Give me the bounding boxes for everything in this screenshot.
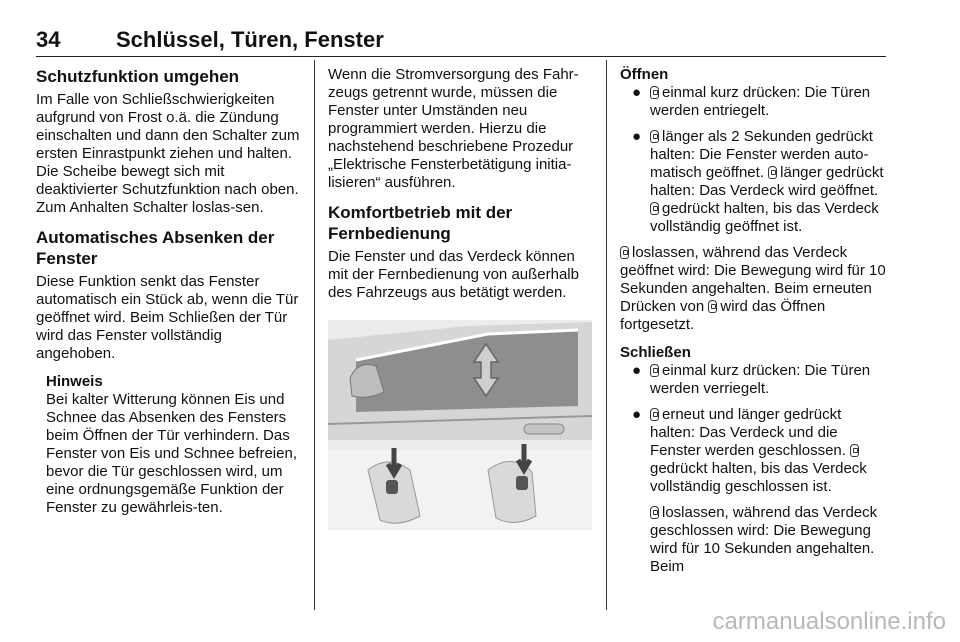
note-box: [36, 373, 300, 517]
close-item-text: erneut und länger gedrückt halten: Das Verdeck und die Fenster werden geschlossen.: [650, 406, 846, 459]
list-item: [620, 128, 886, 236]
paragraph-open-release: [620, 244, 886, 334]
paragraph-bypass: Im Falle von Schließschwierigkeiten aufgrund von Frost o.ä. die Zündung einschalten und dann den Schalter zum ersten Einrastpunkt ziehen und halten. Die Scheibe bewegt sich mit deaktivierter Schutzfunktion nach oben. Zum Anhalten Schalter loslas-sen.: [36, 91, 300, 216]
note-title: Hinweis: [46, 373, 103, 390]
unlock-key-icon: [708, 300, 717, 313]
unlock-key-icon: [650, 86, 659, 99]
column-1: [36, 66, 300, 517]
bullet: ●: [632, 406, 642, 423]
paragraph-auto-lower: Diese Funktion senkt das Fenster automatisch ein Stück ab, wenn die Tür geöffnet wird. Beim Schließen der Tür wird das Fenster vollständig angehoben.: [36, 273, 299, 362]
watermark: carmanualsonline.info: [712, 608, 946, 635]
close-release-text: loslassen, während das Verdeck geschlossen wird: Die Bewegung wird für 10 Sekunden angehalten. Beim: [650, 504, 878, 575]
unlock-key-icon: [768, 166, 777, 179]
open-item-text: länger als 2 Sekunden gedrückt halten: Die Fenster werden auto-matisch geöffnet.: [650, 128, 873, 181]
close-item-text: gedrückt halten, bis das Verdeck vollständig geschlossen ist.: [650, 460, 867, 495]
open-item-text: gedrückt halten, bis das Verdeck vollständig geöffnet ist.: [650, 200, 879, 235]
open-release-text: loslassen, während das Verdeck geöffnet wird: Die Bewegung wird für 10 Sekunden angehalten. Beim erneuten Drücken von: [620, 244, 886, 315]
column-divider: [606, 60, 607, 610]
page-title: Schlüssel, Türen, Fenster: [116, 27, 384, 52]
header-rule: [36, 56, 886, 57]
illustration-svg: [328, 320, 592, 530]
bullet: ●: [632, 128, 642, 145]
open-item-text: einmal kurz drücken: Die Türen werden entriegelt.: [650, 84, 871, 119]
lock-key-icon: [650, 506, 659, 519]
lock-key-icon: [850, 444, 859, 457]
list-item: [620, 84, 886, 120]
illustration-window-remote: [328, 320, 592, 530]
note-text: Bei kalter Witterung können Eis und Schnee das Absenken des Fensters beim Öffnen der Tür verhindern. Das Fenster von Eis und Schnee befreien, bevor die Tür geschlossen wird, um eine ordnungsgemäße Funktion der Fenster zu gewährleis-ten.: [46, 391, 297, 516]
lock-key-icon: [650, 408, 659, 421]
page-number: 34: [36, 27, 61, 52]
heading-bypass: Schutzfunktion umgehen: [36, 67, 240, 86]
heading-open: Öffnen: [620, 66, 669, 83]
lock-key-icon: [650, 364, 659, 377]
unlock-key-icon: [650, 130, 659, 143]
open-list: [620, 84, 886, 236]
heading-auto-lower: Automatisches Absenken der Fenster: [36, 228, 275, 268]
open-item-text: länger gedrückt halten: Das Verdeck wird geöffnet.: [650, 164, 884, 199]
close-item-text: einmal kurz drücken: Die Türen werden verriegelt.: [650, 362, 871, 397]
close-list: [620, 362, 886, 496]
bullet: ●: [632, 84, 642, 101]
column-2: [328, 66, 592, 312]
unlock-key-icon: [650, 202, 659, 215]
paragraph-power: Wenn die Stromversorgung des Fahr-zeugs getrennt wurde, müssen die Fenster unter Umständen neu programmiert werden. Hierzu die nachstehend beschriebene Prozedur „Elektrische Fensterbetätigung initia-lisieren“ ausführen.: [328, 66, 579, 191]
page-header: [36, 26, 886, 54]
paragraph-comfort: Die Fenster und das Verdeck können mit der Fernbedienung von außerhalb des Fahrzeugs aus betätigt werden.: [328, 248, 579, 301]
column-divider: [314, 60, 315, 610]
open-release-text: wird das Öffnen fortgesetzt.: [620, 298, 826, 333]
heading-close: Schließen: [620, 344, 691, 361]
bullet: ●: [632, 362, 642, 379]
column-3: [620, 66, 886, 586]
heading-comfort: Komfortbetrieb mit der Fernbedienung: [328, 203, 513, 243]
paragraph-close-release: [620, 504, 886, 576]
unlock-key-icon: [620, 246, 629, 259]
list-item: [620, 406, 886, 496]
list-item: [620, 362, 886, 398]
